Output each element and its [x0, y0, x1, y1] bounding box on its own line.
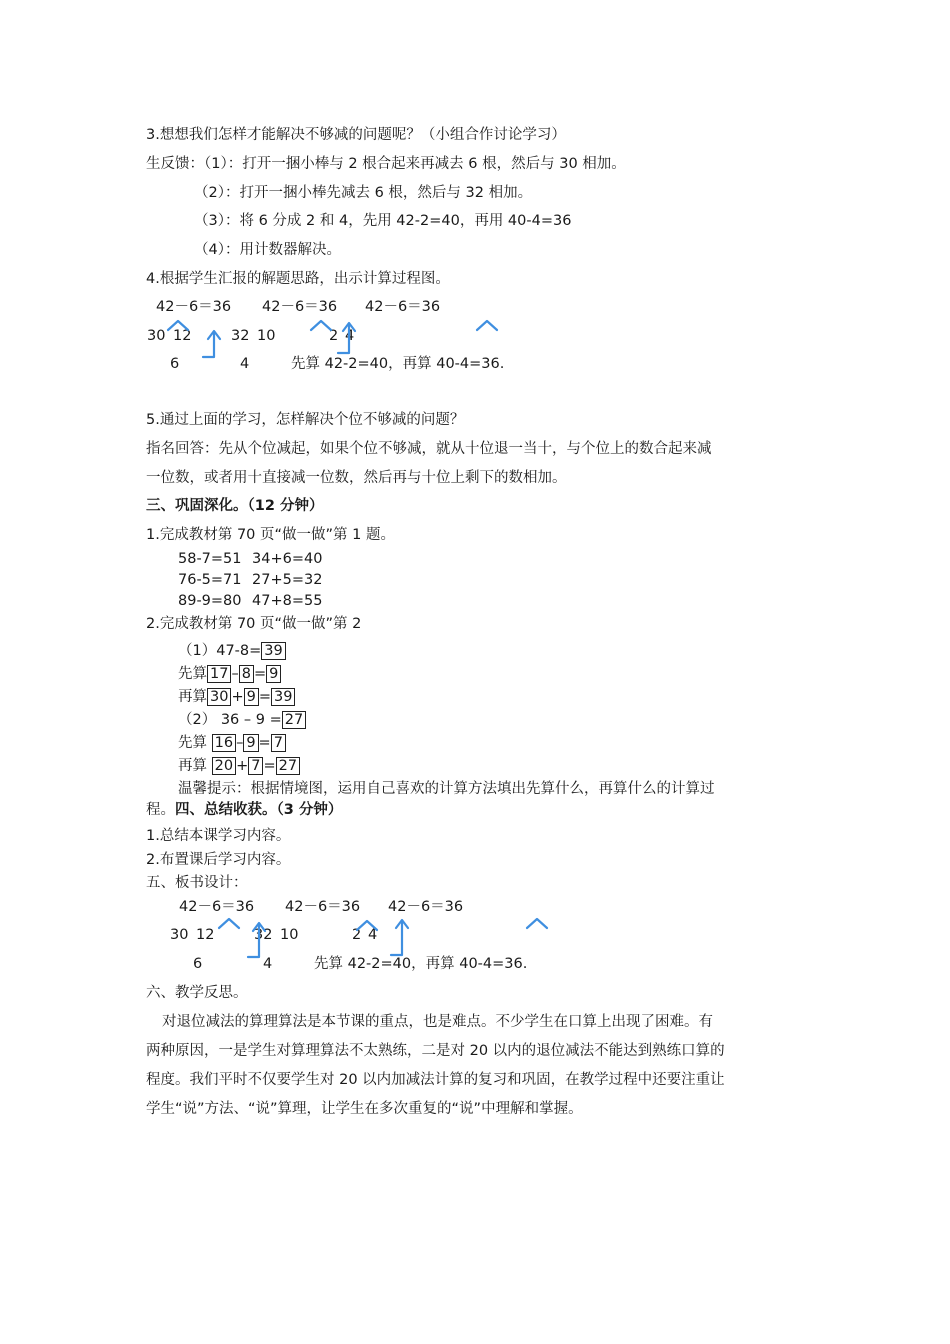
first-step-row: [178, 733, 286, 753]
feedback-4: （4）：用计数器解决。: [194, 242, 341, 258]
exercise-2-part-2: [178, 710, 306, 730]
answer-box: 27: [282, 711, 306, 729]
answer-box: 17: [207, 665, 231, 683]
step-5-question: 5.通过上面的学习，怎样解决个位不够减的问题？: [146, 412, 465, 428]
then-label: 再算: [178, 689, 207, 705]
equals-sign: =: [258, 735, 271, 751]
reflection-line-3: 程度。我们平时不仅要学生对 20 以内加减法计算的复习和巩固，在教学过程中还要注重让: [146, 1072, 725, 1088]
exercise-2-part-1: [178, 641, 286, 661]
equation: 42－6＝36: [388, 899, 464, 915]
minus-sign: –: [236, 735, 244, 751]
equation: 42－6＝36: [365, 299, 441, 315]
section-4-heading: 四、总结收获。（3 分钟）: [175, 802, 343, 818]
first-step-row: [178, 664, 281, 684]
equation: 42－6＝36: [262, 299, 338, 315]
answer-box: 7: [271, 734, 286, 752]
exercise-equation: 34+6=40: [252, 551, 323, 567]
answer-line-2: 一位数，或者用十直接减一位数，然后再与十位上剩下的数相加。: [146, 470, 567, 486]
first-label: 先算: [178, 735, 207, 751]
equals-sign: =: [253, 666, 267, 682]
step-3-question: 3.想想我们怎样才能解决不够减的问题呢？（小组合作讨论学习）: [146, 127, 566, 143]
result-number: 6: [170, 356, 180, 372]
caret-arrow-icon: [527, 919, 547, 928]
tip-end: 程。: [146, 802, 175, 818]
answer-box: 9: [243, 734, 258, 752]
answer-box: 7: [248, 757, 263, 775]
equation-label: （1）47-8=: [178, 643, 262, 659]
split-number: 10: [280, 927, 299, 943]
caret-arrow-icon: [311, 321, 331, 330]
then-label: 再算: [178, 758, 207, 774]
exercise-equation: 58-7=51: [178, 551, 242, 567]
equation: 42－6＝36: [285, 899, 361, 915]
exercise-1-title: 1.完成教材第 70 页“做一做”第 1 题。: [146, 527, 395, 543]
equals-sign: =: [258, 689, 271, 705]
section-5-heading: 五、板书设计：: [146, 875, 248, 891]
exercise-2-title: 2.完成教材第 70 页“做一做”第 2: [146, 616, 362, 632]
section-6-heading: 六、教学反思。: [146, 985, 248, 1001]
hook-arrow-icon: [391, 920, 408, 955]
equation: 42－6＝36: [156, 299, 232, 315]
first-label: 先算: [178, 666, 207, 682]
equation: 42－6＝36: [179, 899, 255, 915]
then-step-row: [178, 756, 300, 776]
split-number: 4: [368, 927, 378, 943]
feedback-3: （3）：将 6 分成 2 和 4，先用 42-2=40，再用 40-4=36: [194, 213, 572, 229]
result-number: 6: [193, 956, 203, 972]
split-number: 12: [173, 328, 192, 344]
answer-box: 9: [244, 688, 259, 706]
section-3-heading: 三、巩固深化。（12 分钟）: [146, 498, 324, 514]
caret-arrow-icon: [219, 919, 239, 928]
exercise-equation: 47+8=55: [252, 593, 323, 609]
hook-arrow-icon: [203, 331, 220, 357]
caret-arrow-icon: [477, 321, 497, 330]
answer-box: 8: [239, 665, 254, 683]
split-number: 2: [329, 328, 339, 344]
exercise-equation: 89-9=80: [178, 593, 242, 609]
answer-box: 16: [212, 734, 236, 752]
tip-line-1: 温馨提示：根据情境图，运用自己喜欢的计算方法填出先算什么，再算什么的计算过: [178, 781, 715, 797]
diagram-caption: 先算 42-2=40，再算 40-4=36.: [291, 356, 505, 372]
equation-label: （2） 36 – 9 =: [178, 712, 282, 728]
split-number: 2: [352, 927, 362, 943]
answer-box: 27: [276, 757, 300, 775]
answer-box: 39: [271, 688, 295, 706]
exercise-equation: 76-5=71: [178, 572, 242, 588]
equals-sign: =: [263, 758, 276, 774]
feedback-2: （2）：打开一捆小棒先减去 6 根，然后与 32 相加。: [194, 185, 533, 201]
split-number: 32: [231, 328, 250, 344]
reflection-line-4: 学生“说”方法、“说”算理，让学生在多次重复的“说”中理解和掌握。: [146, 1101, 583, 1117]
split-number: 30: [147, 328, 166, 344]
exercise-equation: 27+5=32: [252, 572, 323, 588]
minus-sign: –: [231, 666, 239, 682]
tip-line-2: [146, 800, 342, 820]
plus-sign: +: [236, 758, 249, 774]
split-number: 4: [345, 328, 355, 344]
answer-box: 30: [207, 688, 231, 706]
split-number: 12: [196, 927, 215, 943]
summary-item-1: 1.总结本课学习内容。: [146, 828, 291, 844]
answer-line-1: 指名回答：先从个位减起，如果个位不够减，就从十位退一当十，与个位上的数合起来减: [146, 441, 712, 457]
split-number: 10: [257, 328, 276, 344]
feedback-1: 生反馈：（1）：打开一捆小棒与 2 根合起来再减去 6 根，然后与 30 相加。: [146, 156, 626, 172]
summary-item-2: 2.布置课后学习内容。: [146, 852, 291, 868]
then-step-row: [178, 687, 295, 707]
answer-box: 39: [261, 642, 285, 660]
result-number: 4: [263, 956, 273, 972]
answer-box: 9: [266, 665, 281, 683]
step-4-text: 4.根据学生汇报的解题思路，出示计算过程图。: [146, 271, 450, 287]
plus-sign: +: [231, 689, 244, 705]
answer-box: 20: [212, 757, 236, 775]
split-number: 30: [170, 927, 189, 943]
split-number: 32: [254, 927, 273, 943]
reflection-line-2: 两种原因，一是学生对算理算法不太熟练，二是对 20 以内的退位减法不能达到熟练口算的: [146, 1043, 725, 1059]
diagram-caption: 先算 42-2=40，再算 40-4=36.: [314, 956, 528, 972]
reflection-line-1: 对退位减法的算理算法是本节课的重点，也是难点。不少学生在口算上出现了困难。有: [162, 1014, 713, 1030]
result-number: 4: [240, 356, 250, 372]
